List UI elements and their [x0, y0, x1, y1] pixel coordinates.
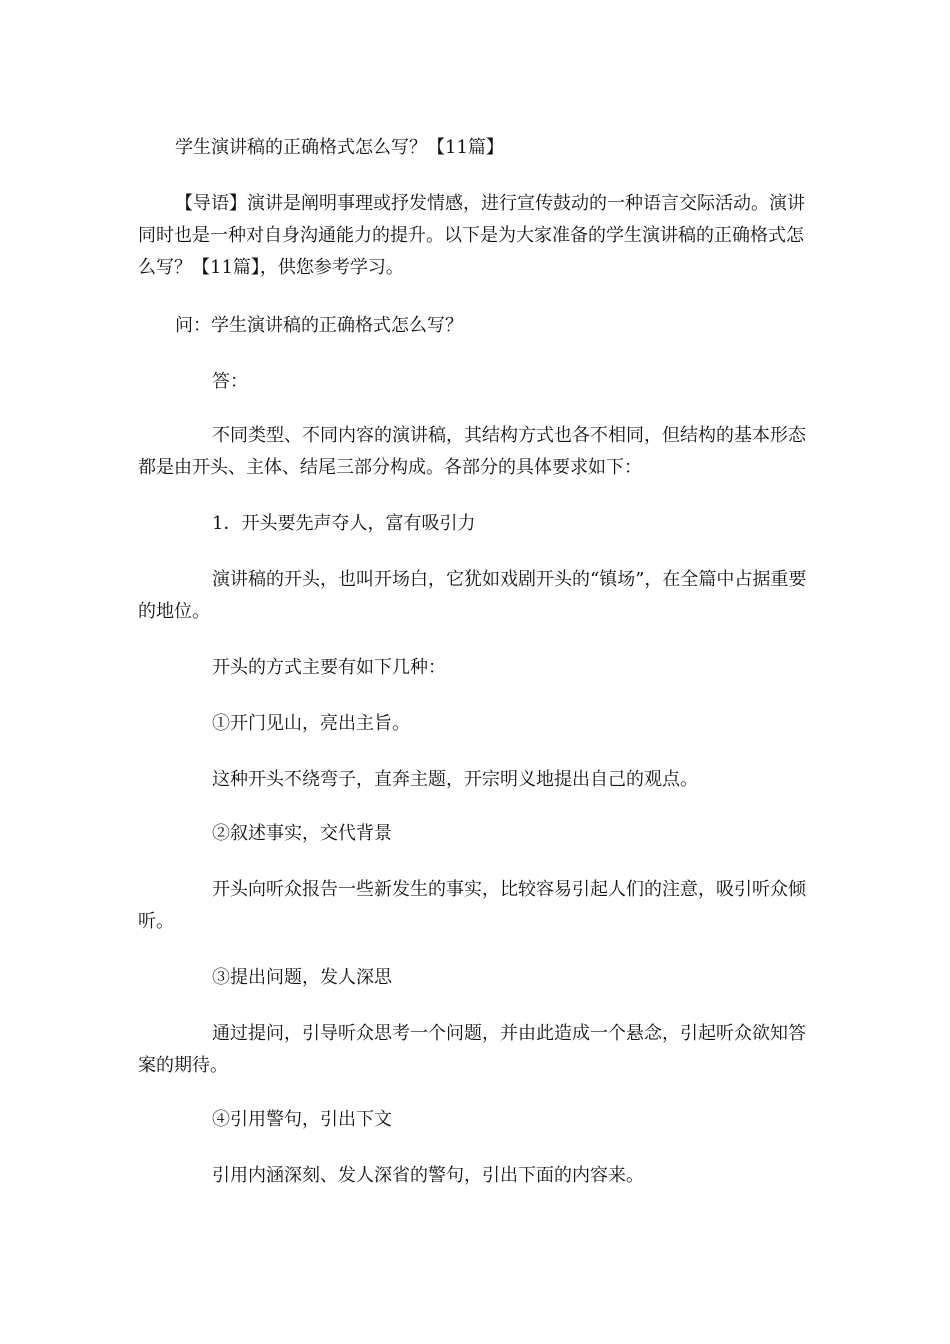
answer-label: 答： — [212, 371, 248, 392]
intro-paragraph: 【导语】演讲是阐明事理或抒发情感，进行宣传鼓动的一种语言交际活动。演讲同时也是一种对自身沟通能力的提升。以下是为大家准备的学生演讲稿的正确格式怎么写？【11篇】，供您参考学习。 — [138, 193, 805, 278]
body-paragraph: 开头的方式主要有如下几种： — [212, 657, 446, 678]
list-item: ③提出问题，发人深思 — [212, 967, 392, 988]
body-paragraph: 引用内涵深刻、发人深省的警句，引出下面的内容来。 — [212, 1165, 644, 1186]
question-paragraph: 问：学生演讲稿的正确格式怎么写？ — [175, 315, 463, 336]
body-paragraph: 演讲稿的开头，也叫开场白，它犹如戏剧开头的“镇场”，在全篇中占据重要的地位。 — [138, 569, 807, 622]
body-paragraph: 不同类型、不同内容的演讲稿，其结构方式也各不相同，但结构的基本形态都是由开头、主体、结尾三部分构成。各部分的具体要求如下： — [138, 425, 806, 478]
body-paragraph: 通过提问，引导听众思考一个问题，并由此造成一个悬念，引起听众欲知答案的期待。 — [138, 1023, 806, 1076]
list-item: ①开门见山，亮出主旨。 — [212, 713, 410, 734]
section-heading: 1．开头要先声夺人，富有吸引力 — [212, 513, 476, 534]
body-paragraph: 开头向听众报告一些新发生的事实，比较容易引起人们的注意，吸引听众倾听。 — [138, 879, 806, 932]
body-paragraph: 这种开头不绕弯子，直奔主题，开宗明义地提出自己的观点。 — [212, 769, 698, 790]
list-item: ④引用警句，引出下文 — [212, 1109, 392, 1130]
document-title: 学生演讲稿的正确格式怎么写？【11篇】 — [175, 137, 504, 158]
list-item: ②叙述事实，交代背景 — [212, 823, 392, 844]
